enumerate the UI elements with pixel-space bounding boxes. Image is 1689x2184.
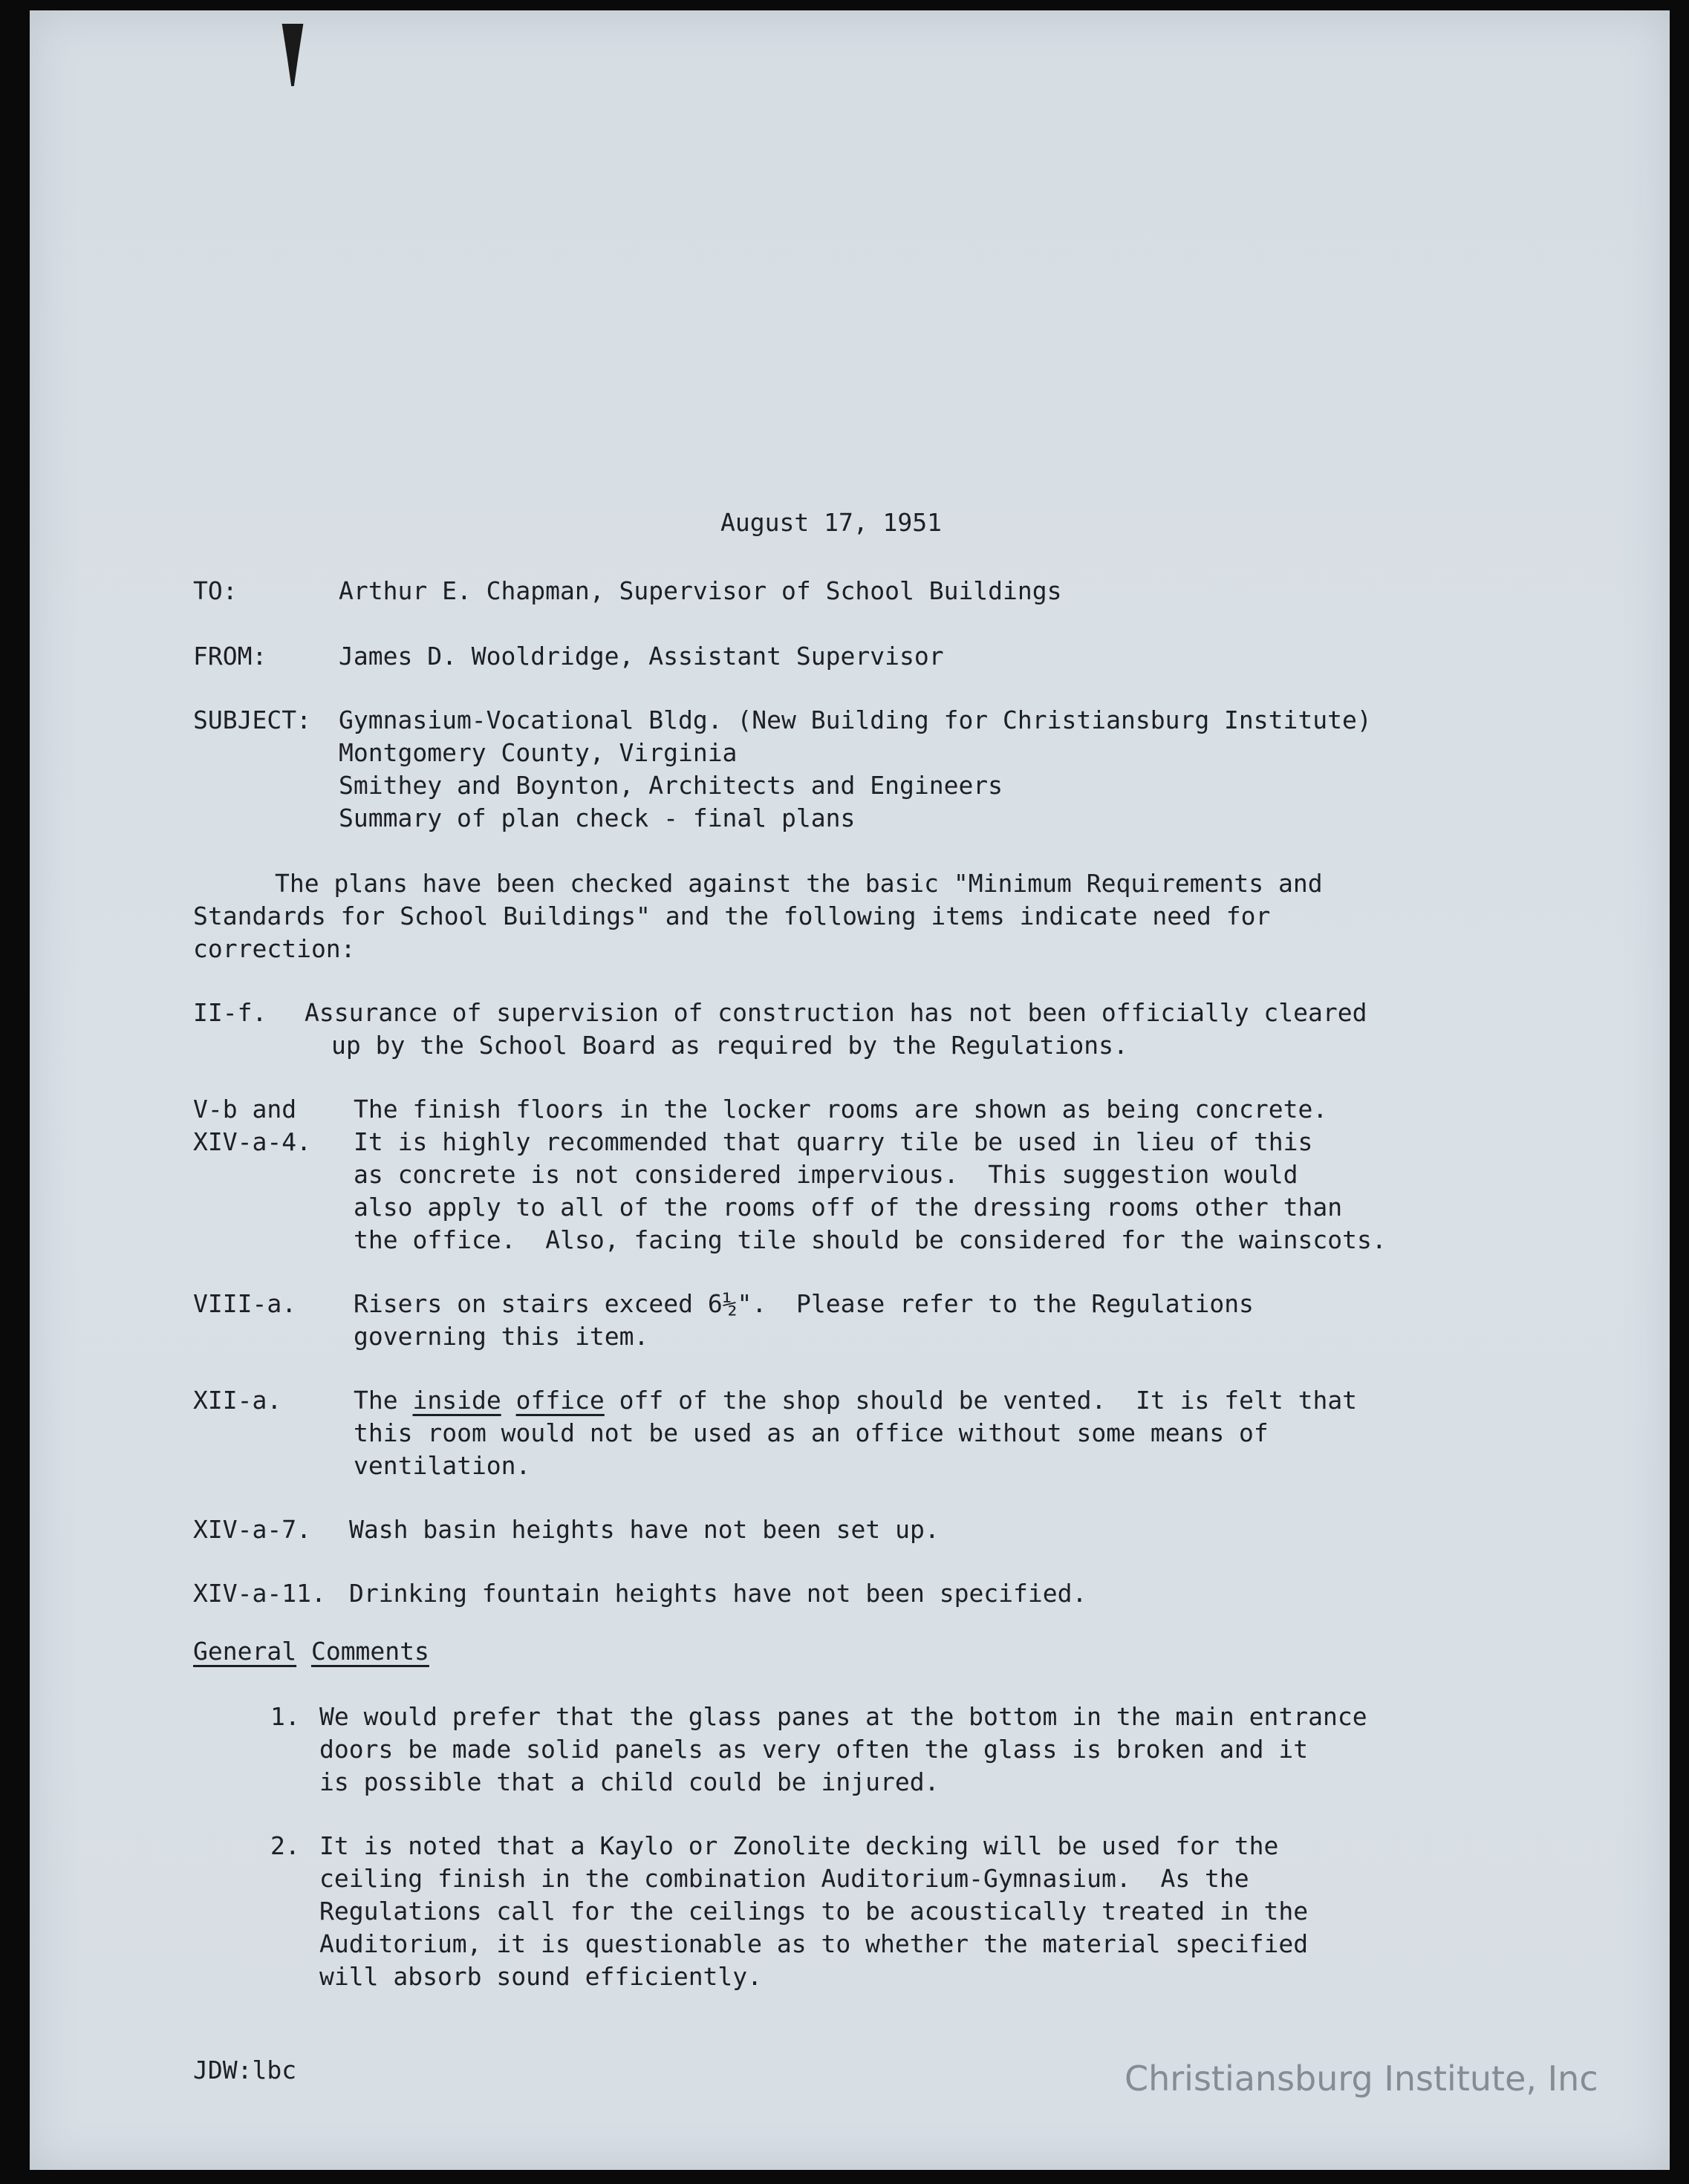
intro-line: Standards for School Buildings" and the following items indicate need for <box>193 902 1271 930</box>
paper-sheet <box>30 10 1670 2170</box>
underlined-inside: inside <box>412 1386 501 1415</box>
comment-line: doors be made solid panels as very often the glass is broken and it <box>319 1735 1309 1764</box>
item-text-line: Assurance of supervision of construction has not been officially cleared <box>305 998 1367 1027</box>
subject-line: Gymnasium-Vocational Bldg. (New Building for Christiansburg Institute) <box>339 705 1372 734</box>
heading-word: General <box>193 1637 297 1666</box>
item-code: V-b and <box>193 1095 297 1124</box>
item-code: XIV-a-7. <box>193 1515 311 1544</box>
typist-initials: JDW:lbc <box>193 2056 297 2084</box>
intro-line: correction: <box>193 934 356 963</box>
intro-line: The plans have been checked against the basic "Minimum Requirements and <box>275 869 1323 898</box>
text-fragment <box>501 1386 516 1415</box>
item-text-line <box>354 1384 1357 1417</box>
item-text-line: The finish floors in the locker rooms are shown as being concrete. <box>354 1095 1328 1124</box>
watermark: Christiansburg Institute, Inc <box>1125 2058 1598 2099</box>
comment-number: 1. <box>270 1702 300 1731</box>
to-value: Arthur E. Chapman, Supervisor of School Buildings <box>339 576 1062 605</box>
item-text-line: Risers on stairs exceed 6½". Please refer to the Regulations <box>354 1289 1254 1318</box>
from-value: James D. Wooldridge, Assistant Supervisor <box>339 642 944 671</box>
item-code: XIV-a-4. <box>193 1127 311 1156</box>
item-text-line: governing this item. <box>354 1322 649 1351</box>
subject-line: Summary of plan check - final plans <box>339 803 856 832</box>
item-text-line: Drinking fountain heights have not been specified. <box>349 1579 1087 1608</box>
comment-line: Regulations call for the ceilings to be acoustically treated in the <box>319 1897 1309 1926</box>
comment-line: ceiling finish in the combination Auditorium-Gymnasium. As the <box>319 1864 1249 1893</box>
item-text-line: also apply to all of the rooms off of the dressing rooms other than <box>354 1193 1343 1222</box>
text-fragment: off of the shop should be vented. It is felt that <box>604 1386 1358 1415</box>
comment-line: will absorb sound efficiently. <box>319 1962 763 1991</box>
underlined-office: office <box>515 1386 605 1415</box>
subject-line: Montgomery County, Virginia <box>339 738 738 767</box>
heading-word: Comments <box>310 1637 429 1666</box>
subject-label: SUBJECT: <box>193 705 311 734</box>
item-text-line: the office. Also, facing tile should be considered for the wainscots. <box>354 1225 1387 1254</box>
from-label: FROM: <box>193 642 267 671</box>
item-text-line: ventilation. <box>354 1451 531 1480</box>
item-text-line: as concrete is not considered impervious. This suggestion would <box>354 1160 1298 1189</box>
memo-date: August 17, 1951 <box>720 508 943 537</box>
general-comments-heading <box>193 1635 429 1668</box>
item-code: XIV-a-11. <box>193 1579 326 1608</box>
comment-line: is possible that a child could be injured. <box>319 1767 940 1796</box>
item-text-line: this room would not be used as an office without some means of <box>354 1418 1269 1447</box>
comment-line: It is noted that a Kaylo or Zonolite decking will be used for the <box>319 1831 1279 1860</box>
subject-line: Smithey and Boynton, Architects and Engineers <box>339 771 1003 800</box>
item-text-line: Wash basin heights have not been set up. <box>349 1515 940 1544</box>
item-code: VIII-a. <box>193 1289 297 1318</box>
text-fragment: The <box>354 1386 413 1415</box>
comment-number: 2. <box>270 1831 300 1860</box>
to-label: TO: <box>193 576 238 605</box>
item-code: XII-a. <box>193 1386 282 1415</box>
item-text-line: It is highly recommended that quarry tile be used in lieu of this <box>354 1127 1313 1156</box>
thumbtack-hole <box>279 24 306 86</box>
item-text-line: up by the School Board as required by the Regulations. <box>331 1031 1128 1060</box>
item-code: II-f. <box>193 998 267 1027</box>
comment-line: We would prefer that the glass panes at the bottom in the main entrance <box>319 1702 1367 1731</box>
comment-line: Auditorium, it is questionable as to whether the material specified <box>319 1929 1309 1958</box>
